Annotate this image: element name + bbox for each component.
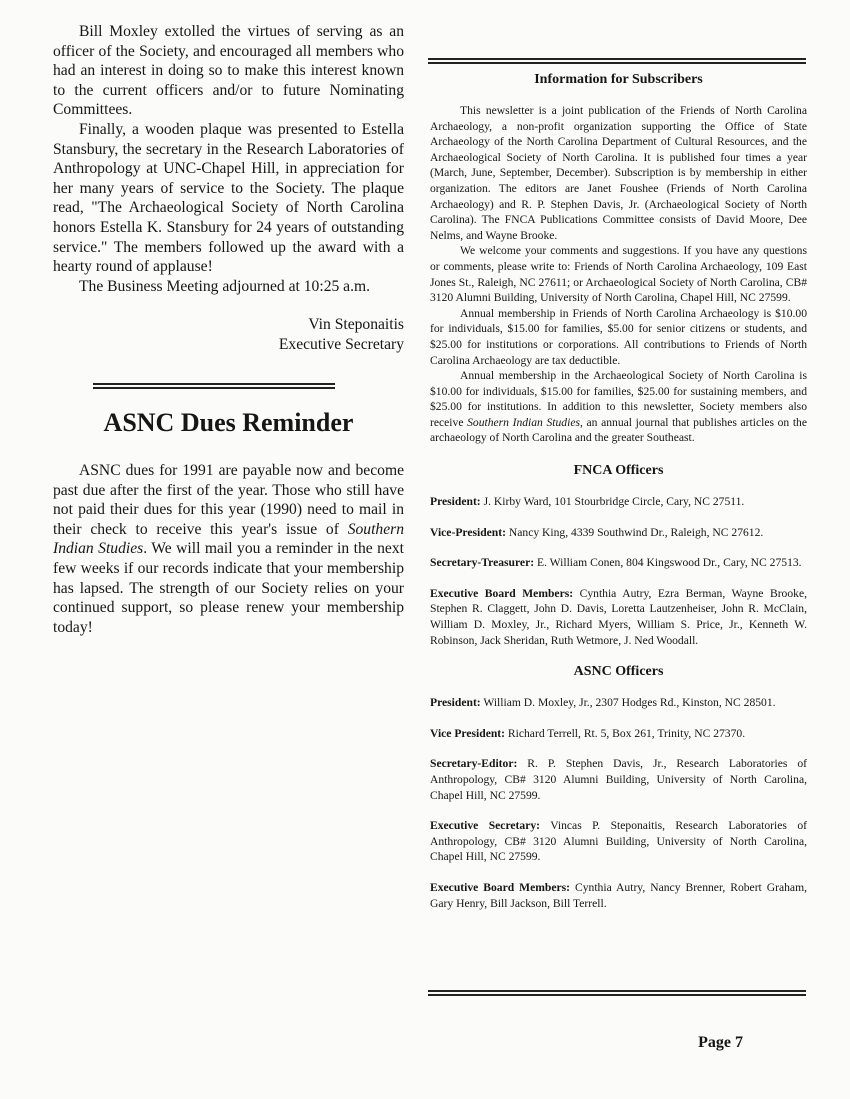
- dues-article: [53, 461, 404, 637]
- divider-rule-left: [93, 383, 335, 389]
- subscribers-para-3: Annual membership in Friends of North Carolina Archaeology is $10.00 for individuals, $15.00 for families, $5.00 for senior citizens or students, and $25.00 for institutions or corporations. All contributions to Friends of North Carolina Archaeology are tax deductible.: [430, 306, 807, 367]
- subscribers-para-1: This newsletter is a joint publication of the Friends of North Carolina Archaeology, a non-profit organization supporting the Office of State Archaeology of the North Carolina Department of Cultural Resources, and the Archaeological Society of North Carolina. It is published four times a year (March, June, September, December). Subscription is by membership in either organization. The editors are Janet Foushee (Friends of North Carolina Archaeology) and R. P. Stephen Davis, Jr. (Archaeological Society of North Carolina). The FNCA Publications Committee consists of David Moore, Dee Nelms, and Wayne Brooke.: [430, 104, 807, 242]
- dues-paragraph: [53, 461, 404, 637]
- paragraph-plaque: Finally, a wooden plaque was presented to Estella Stansbury, the secretary in the Research Laboratories of Anthropology at UNC-Chapel Hill, in appreciation for her many years of service to the Society. The plaque read, "The Archaeological Society of North Carolina honors Estella K. Stansbury for 24 years of outstanding service." The members followed up the award with a hearty round of applause!: [53, 120, 404, 276]
- officer-role: Vice-President:: [430, 525, 506, 539]
- fnca-heading: FNCA Officers: [573, 463, 664, 479]
- asnc-vice-president: [430, 726, 807, 742]
- signature-title: Executive Secretary: [278, 336, 404, 354]
- officer-details: Vincas P. Steponaitis, Research Laboratories of Anthropology, CB# 3120 Alumni Building, University of North Carolina, Chapel Hill, NC 27599.: [430, 819, 807, 864]
- fnca-vice-president: [430, 525, 807, 541]
- officer-role: Secretary-Editor:: [430, 757, 518, 771]
- officer-role: Secretary-Treasurer:: [430, 556, 535, 570]
- officer-role: President:: [430, 495, 481, 509]
- officer-role: Executive Board Members:: [430, 586, 574, 600]
- signature-name: Vin Steponaitis: [308, 316, 404, 334]
- subscribers-heading: Information for Subscribers: [534, 72, 703, 87]
- divider-rule-top-right: [428, 58, 806, 64]
- fnca-secretary-treasurer: [430, 555, 807, 571]
- divider-rule-bottom-right: [428, 990, 806, 996]
- officer-details: William D. Moxley, Jr., 2307 Hodges Rd., Kinston, NC 28501.: [480, 696, 776, 710]
- fnca-president: [430, 494, 807, 510]
- officer-details: Richard Terrell, Rt. 5, Box 261, Trinity, NC 27370.: [505, 726, 746, 740]
- officer-details: J. Kirby Ward, 101 Stourbridge Circle, Cary, NC 27511.: [480, 495, 745, 509]
- subscribers-para-4-part2: , an annual journal that publishes articles on the archaeology of North Carolina and the greater Southeast.: [430, 415, 808, 445]
- dues-text-part1: ASNC dues for 1991 are payable now and become past due after the first of the year. Those who still have not paid their dues for this year (1990) need to mail in their check to receive this year's issue of: [53, 462, 404, 538]
- asnc-executive-board: [430, 880, 807, 911]
- officer-details: E. William Conen, 804 Kingswood Dr., Cary, NC 27513.: [534, 556, 802, 570]
- officer-details: Nancy King, 4339 Southwind Dr., Raleigh, NC 27612.: [505, 525, 764, 539]
- subscribers-para-4-part1: Annual membership in the Archaeological Society of North Carolina is $10.00 for individuals, $15.00 for families, $25.00 for sustaining members, and $25.00 for institutions. In addition to this newsletter, Society members also receive: [430, 369, 807, 429]
- officer-role: Executive Secretary:: [430, 819, 540, 833]
- right-column: [430, 71, 807, 926]
- asnc-secretary-editor: [430, 756, 807, 803]
- dues-heading: ASNC Dues Reminder: [103, 408, 354, 437]
- officer-details: Cynthia Autry, Ezra Berman, Wayne Brooke, Stephen R. Claggett, John D. Davis, Loretta Lautzenheiser, John R. McClain, William D. Moxley, Jr., Richard Myers, William S. Price, Jr., Kenneth W. Robinson, Jack Sheridan, Ruth Wetmore, J. Ned Woodall.: [430, 586, 807, 647]
- officer-role: President:: [430, 696, 481, 710]
- fnca-executive-board: [430, 586, 807, 648]
- subscribers-para-2: We welcome your comments and suggestions. If you have any questions or comments, please write to: Friends of North Carolina Archaeology, 109 East Jones St., Raleigh, NC 27611; or Archaeological Society of North Carolina, CB# 3120 Alumni Building, University of North Carolina, Chapel Hill, NC 27599.: [430, 244, 807, 305]
- signature-block: [53, 315, 404, 355]
- paragraph-adjourned: The Business Meeting adjourned at 10:25 a.m.: [79, 277, 371, 295]
- asnc-executive-secretary: [430, 818, 807, 865]
- asnc-president: [430, 695, 807, 711]
- subscribers-para-4: [430, 368, 807, 446]
- officer-details: R. P. Stephen Davis, Jr., Research Laboratories of Anthropology, CB# 3120 Alumni Building, University of North Carolina, Chapel Hill, NC 27599.: [430, 757, 807, 802]
- asnc-heading: ASNC Officers: [573, 664, 664, 680]
- paragraph-moxley: Bill Moxley extolled the virtues of serving as an officer of the Society, and encouraged all members who had an interest in doing so to make this interest known to the current officers and/or to future Nominating Committees.: [53, 23, 404, 119]
- officer-details: Cynthia Autry, Nancy Brenner, Robert Graham, Gary Henry, Bill Jackson, Bill Terrell.: [430, 880, 807, 910]
- officer-role: Executive Board Members:: [430, 880, 571, 894]
- dues-text-part2: . We will mail you a reminder in the next few weeks if our records indicate that your membership has lapsed. The strength of our Society relies on your continued support, so please renew your membership today!: [53, 540, 404, 636]
- left-column: [53, 22, 404, 355]
- page-number: Page 7: [698, 1034, 743, 1051]
- officer-role: Vice President:: [430, 726, 506, 740]
- subscribers-journal-title: Southern Indian Studies: [467, 415, 580, 429]
- dues-journal-title: Southern Indian Studies: [53, 520, 404, 558]
